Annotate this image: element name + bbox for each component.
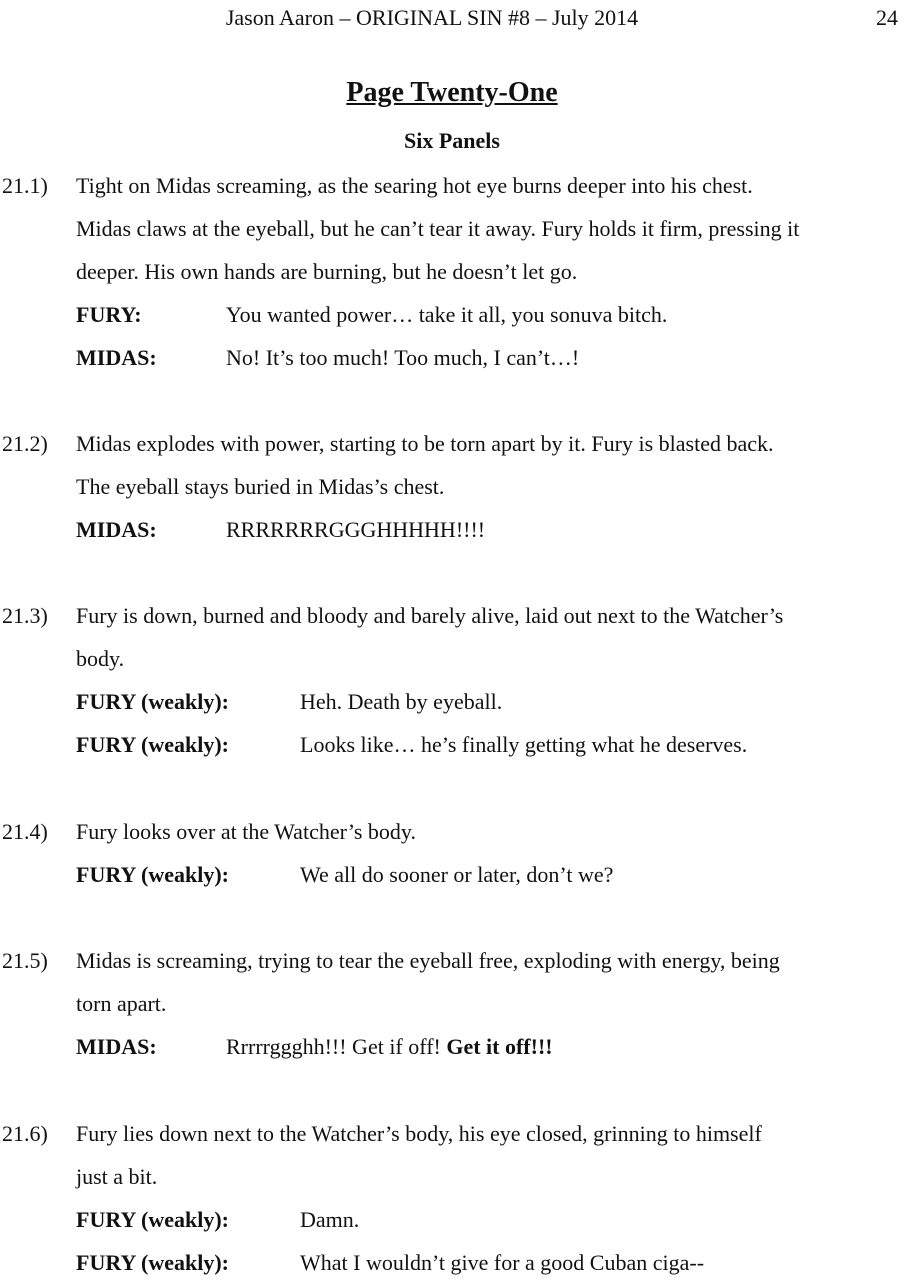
panel-description	[76, 164, 902, 293]
panel-description	[76, 939, 902, 1025]
description-line: Midas is screaming, trying to tear the eyeball free, exploding with energy, being	[76, 948, 780, 973]
dialogue-plain: Rrrrrggghh!!! Get if off!	[226, 1034, 447, 1059]
dialogue-emphasis: Get it off!!!	[446, 1034, 553, 1059]
panel-count-subtitle: Six Panels	[404, 128, 500, 153]
description-line: torn apart.	[76, 991, 167, 1016]
dialogue-text	[226, 1025, 553, 1068]
speaker-label: FURY (weakly):	[76, 1250, 229, 1275]
description-line: body.	[76, 646, 125, 671]
dialogue-text: Heh. Death by eyeball.	[300, 689, 503, 714]
panel-number: 21.2)	[2, 431, 48, 456]
page-header	[0, 4, 904, 32]
dialogue-line	[76, 680, 902, 723]
panel-description	[76, 810, 902, 853]
description-line: just a bit.	[76, 1164, 158, 1189]
dialogue-text: No! It’s too much! Too much, I can’t…!	[226, 345, 580, 370]
speaker-label: FURY (weakly):	[76, 732, 229, 757]
dialogue-line	[76, 1025, 902, 1068]
panel-number: 21.5)	[2, 948, 48, 973]
description-line: The eyeball stays buried in Midas’s chest.	[76, 474, 445, 499]
dialogue-text: RRRRRRRGGGHHHHH!!!!	[226, 517, 486, 542]
page-number: 24	[876, 5, 898, 30]
dialogue-text: Looks like… he’s finally getting what he deserves.	[300, 732, 748, 757]
dialogue-line	[76, 723, 902, 766]
description-line: Midas claws at the eyeball, but he can’t tear it away. Fury holds it firm, pressing it	[76, 216, 800, 241]
description-line: Fury looks over at the Watcher’s body.	[76, 819, 416, 844]
dialogue-text: Damn.	[300, 1207, 360, 1232]
panel-number: 21.1)	[2, 173, 48, 198]
description-line: Tight on Midas screaming, as the searing hot eye burns deeper into his chest.	[76, 173, 753, 198]
speaker-label: FURY (weakly):	[76, 1207, 229, 1232]
speaker-label: FURY (weakly):	[76, 689, 229, 714]
dialogue-line	[76, 336, 902, 379]
dialogue-text: What I wouldn’t give for a good Cuban ciga--	[300, 1250, 705, 1275]
panel-description	[76, 594, 902, 680]
speaker-label: FURY (weakly):	[76, 862, 229, 887]
panel-number: 21.3)	[2, 603, 48, 628]
panel-description	[76, 422, 902, 508]
description-line: deeper. His own hands are burning, but he doesn’t let go.	[76, 259, 578, 284]
dialogue-text: We all do sooner or later, don’t we?	[300, 862, 614, 887]
panel-number: 21.4)	[2, 819, 48, 844]
speaker-label: MIDAS:	[76, 1034, 157, 1059]
dialogue-line	[76, 293, 902, 336]
dialogue-line	[76, 1198, 902, 1241]
speaker-label: FURY:	[76, 302, 142, 327]
speaker-label: MIDAS:	[76, 345, 157, 370]
panel-description	[76, 1112, 902, 1198]
description-line: Fury lies down next to the Watcher’s body, his eye closed, grinning to himself	[76, 1121, 762, 1146]
page-title: Page Twenty-One	[346, 77, 558, 108]
dialogue-text: You wanted power… take it all, you sonuva bitch.	[226, 302, 668, 327]
dialogue-line	[76, 1241, 902, 1284]
speaker-label: MIDAS:	[76, 517, 157, 542]
dialogue-line	[76, 508, 902, 551]
description-line: Fury is down, burned and bloody and barely alive, laid out next to the Watcher’s	[76, 603, 784, 628]
dialogue-line	[76, 853, 902, 896]
description-line: Midas explodes with power, starting to be torn apart by it. Fury is blasted back.	[76, 431, 774, 456]
panel-number: 21.6)	[2, 1121, 48, 1146]
header-title: Jason Aaron – ORIGINAL SIN #8 – July 2014	[225, 5, 639, 30]
